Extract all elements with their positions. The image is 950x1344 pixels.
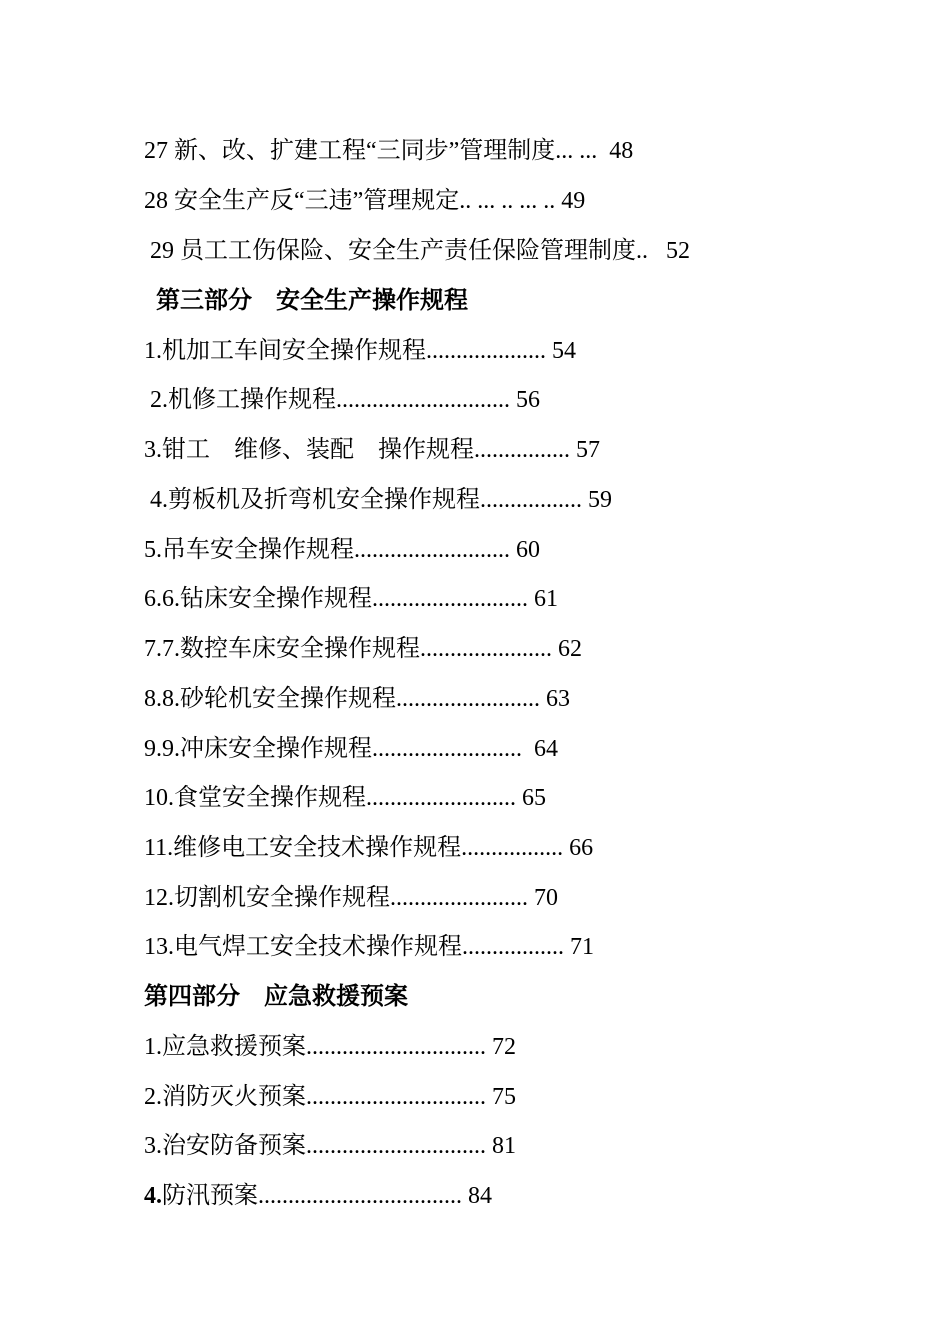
toc-entry-4-4-text: 防汛预案.................................. 84: [162, 1183, 492, 1209]
section-heading-part3: 第三部分 安全生产操作规程: [144, 288, 468, 314]
toc-entry-4-4: [144, 1181, 492, 1211]
toc-entry-29: 29 员工工伤保险、安全生产责任保险管理制度.. 52: [144, 238, 690, 264]
toc-entry-3-8: 8.8.砂轮机安全操作规程........................ 63: [144, 686, 570, 712]
toc-entry-3-2: 2.机修工操作规程............................. 56: [144, 387, 540, 413]
toc-entry-4-2: 2.消防灭火预案.............................. 75: [144, 1084, 516, 1110]
toc-entry-4-3: 3.治安防备预案.............................. 81: [144, 1133, 516, 1159]
section-heading-part4: 第四部分 应急救援预案: [144, 984, 408, 1010]
toc-entry-3-11: 11.维修电工安全技术操作规程................. 66: [144, 835, 594, 861]
toc-entry-3-9: 9.9.冲床安全操作规程......................... 64: [144, 736, 558, 762]
toc-entry-3-5: 5.吊车安全操作规程.......................... 60: [144, 537, 540, 563]
toc-entry-3-3: 3.钳工 维修、装配 操作规程................ 57: [144, 437, 600, 463]
toc-entry-3-13: 13.电气焊工安全技术操作规程................. 71: [144, 934, 594, 960]
toc-entry-3-12: 12.切割机安全操作规程....................... 70: [144, 885, 558, 911]
toc-entry-3-10: 10.食堂安全操作规程......................... 65: [144, 785, 546, 811]
toc-entry-4-4-number: 4.: [144, 1183, 162, 1209]
toc-entry-3-1: 1.机加工车间安全操作规程.................... 54: [144, 338, 576, 364]
toc-entry-28: 28 安全生产反“三违”管理规定.. ... .. ... .. 49: [144, 188, 586, 214]
toc-entry-3-6: 6.6.钻床安全操作规程.......................... 61: [144, 586, 558, 612]
toc-entry-4-1: 1.应急救援预案.............................. 72: [144, 1034, 516, 1060]
toc-entry-3-7: 7.7.数控车床安全操作规程...................... 62: [144, 636, 582, 662]
toc-entry-27: 27 新、改、扩建工程“三同步”管理制度... ... 48: [144, 138, 634, 164]
toc-entry-3-4: 4.剪板机及折弯机安全操作规程................. 59: [144, 487, 612, 513]
